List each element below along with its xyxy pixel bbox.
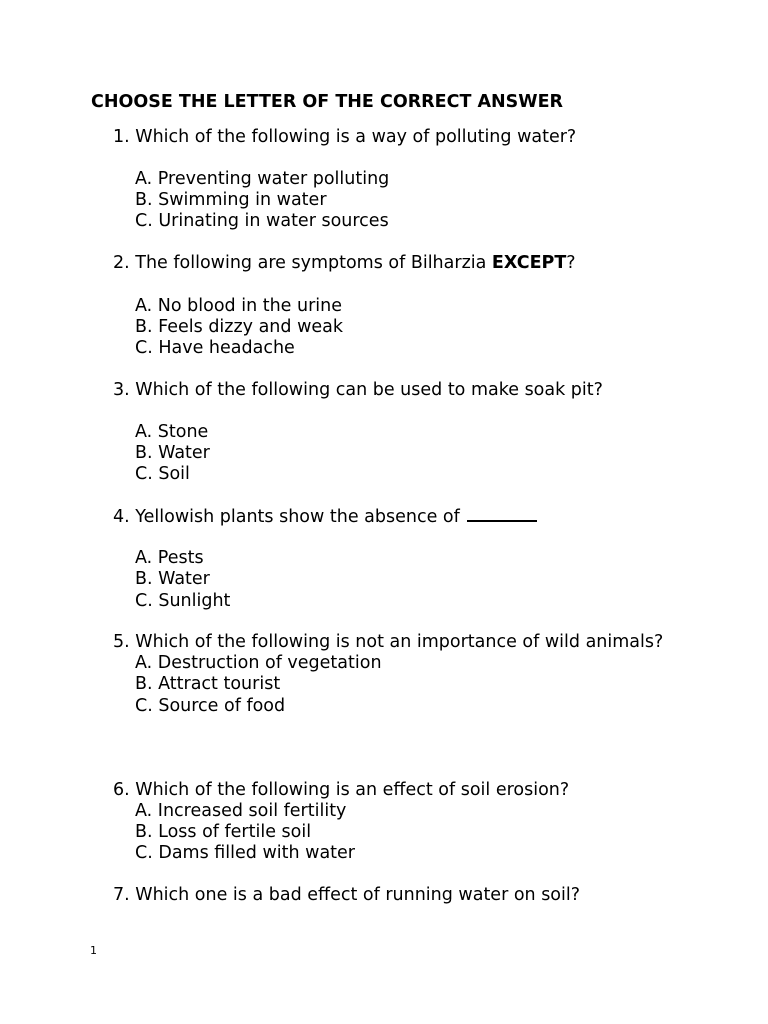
- question-3: 3. Which of the following can be used to make soak pit?: [113, 380, 603, 400]
- question-4-option-b: B. Water: [135, 569, 210, 589]
- question-2-option-b: B. Feels dizzy and weak: [135, 317, 344, 337]
- page-heading: CHOOSE THE LETTER OF THE CORRECT ANSWER: [91, 92, 564, 112]
- question-3-option-a: A. Stone: [135, 422, 209, 442]
- question-4-option-c: C. Sunlight: [135, 591, 231, 611]
- question-3-option-b: B. Water: [135, 443, 210, 463]
- question-2-emphasis: EXCEPT: [491, 253, 567, 273]
- question-1-option-b: B. Swimming in water: [135, 190, 327, 210]
- question-6-option-b: B. Loss of fertile soil: [135, 822, 312, 842]
- question-7: 7. Which one is a bad effect of running water on soil?: [113, 885, 581, 905]
- page-number: 1: [90, 944, 97, 957]
- question-1: 1. Which of the following is a way of polluting water?: [113, 127, 577, 147]
- question-4: [113, 506, 537, 528]
- question-4-option-a: A. Pests: [135, 548, 204, 568]
- question-2-option-c: C. Have headache: [135, 338, 295, 358]
- question-5-option-c: C. Source of food: [135, 696, 286, 716]
- question-2-option-a: A. No blood in the urine: [135, 296, 343, 316]
- question-5: 5. Which of the following is not an importance of wild animals?: [113, 632, 664, 652]
- question-5-option-b: B. Attract tourist: [135, 674, 281, 694]
- question-4-text: 4. Yellowish plants show the absence of: [113, 507, 460, 527]
- question-6-option-a: A. Increased soil fertility: [135, 801, 347, 821]
- question-2-text: 2. The following are symptoms of Bilharzia: [113, 253, 492, 273]
- answer-blank: [467, 506, 537, 522]
- question-5-option-a: A. Destruction of vegetation: [135, 653, 382, 673]
- question-6: 6. Which of the following is an effect of soil erosion?: [113, 780, 570, 800]
- question-6-option-c: C. Dams filled with water: [135, 843, 356, 863]
- question-2: [113, 253, 576, 274]
- question-1-option-a: A. Preventing water polluting: [135, 169, 390, 189]
- question-2-suffix: ?: [566, 253, 576, 273]
- question-3-option-c: C. Soil: [135, 464, 190, 484]
- question-1-option-c: C. Urinating in water sources: [135, 211, 389, 231]
